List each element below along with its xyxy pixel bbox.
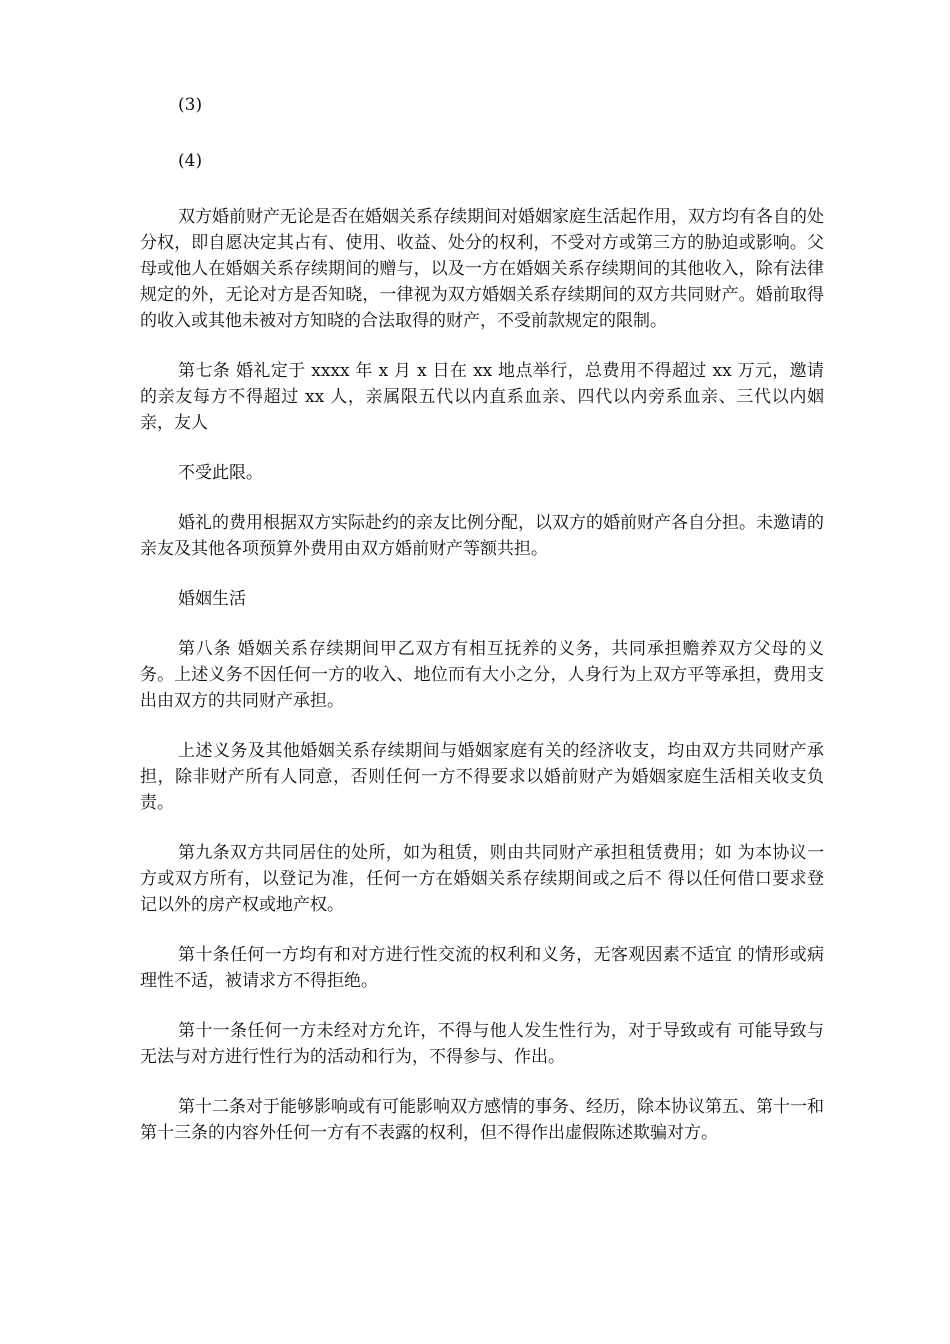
paragraph-article-10: 第十条任何一方均有和对方进行性交流的权利和义务，无客观因素不适宜 的情形或病理性不适，被请求方不得拒绝。	[140, 945, 824, 991]
item-label-4: (4)	[178, 151, 203, 171]
item-label-3: (3)	[178, 95, 203, 115]
paragraph-article-12: 第十二条对于能够影响或有可能影响双方感情的事务、经历，除本协议第五、第十一和第十三条的内容外任何一方有不表露的权利，但不得作出虚假陈述欺骗对方。	[140, 1097, 824, 1143]
paragraph-wedding-costs: 婚礼的费用根据双方实际赴约的亲友比例分配，以双方的婚前财产各自分担。未邀请的亲友及其他各项预算外费用由双方婚前财产等额共担。	[140, 513, 824, 559]
document-page	[140, 92, 824, 1170]
paragraph-article-9: 第九条双方共同居住的处所，如为租赁，则由共同财产承担租赁费用；如 为本协议一方或双方所有，以登记为准，任何一方在婚姻关系存续期间或之后不 得以任何借口要求登记以外的房产权或地产权。	[140, 843, 824, 915]
paragraph-article-7: 第七条 婚礼定于 xxxx 年 x 月 x 日在 xx 地点举行，总费用不得超过 xx 万元，邀请的亲友每方不得超过 xx 人，亲属限五代以内直系血亲、四代以内旁系血亲、三代以内姻亲，友人	[140, 361, 824, 433]
paragraph-obligations: 上述义务及其他婚姻关系存续期间与婚姻家庭有关的经济收支，均由双方共同财产承担，除非财产所有人同意，否则任何一方不得要求以婚前财产为婚姻家庭生活相关收支负责。	[140, 741, 824, 813]
paragraph-article-11: 第十一条任何一方未经对方允许，不得与他人发生性行为，对于导致或有 可能导致与无法与对方进行性行为的活动和行为，不得参与、作出。	[140, 1021, 824, 1067]
paragraph-not-limited: 不受此限。	[178, 463, 263, 483]
section-heading-marriage-life: 婚姻生活	[178, 589, 246, 609]
paragraph-premarital-property: 双方婚前财产无论是否在婚姻关系存续期间对婚姻家庭生活起作用，双方均有各自的处分权，即自愿决定其占有、使用、收益、处分的权利，不受对方或第三方的胁迫或影响。父母或他人在婚姻关系存续期间的赠与，以及一方在婚姻关系存续期间的其他收入，除有法律规定的外，无论对方是否知晓，一律视为双方婚姻关系存续期间的双方共同财产。婚前取得的收入或其他未被对方知晓的合法取得的财产，不受前款规定的限制。	[140, 207, 824, 331]
paragraph-article-8: 第八条 婚姻关系存续期间甲乙双方有相互抚养的义务，共同承担赡养双方父母的义务。上述义务不因任何一方的收入、地位而有大小之分，人身行为上双方平等承担，费用支出由双方的共同财产承担。	[140, 639, 824, 711]
